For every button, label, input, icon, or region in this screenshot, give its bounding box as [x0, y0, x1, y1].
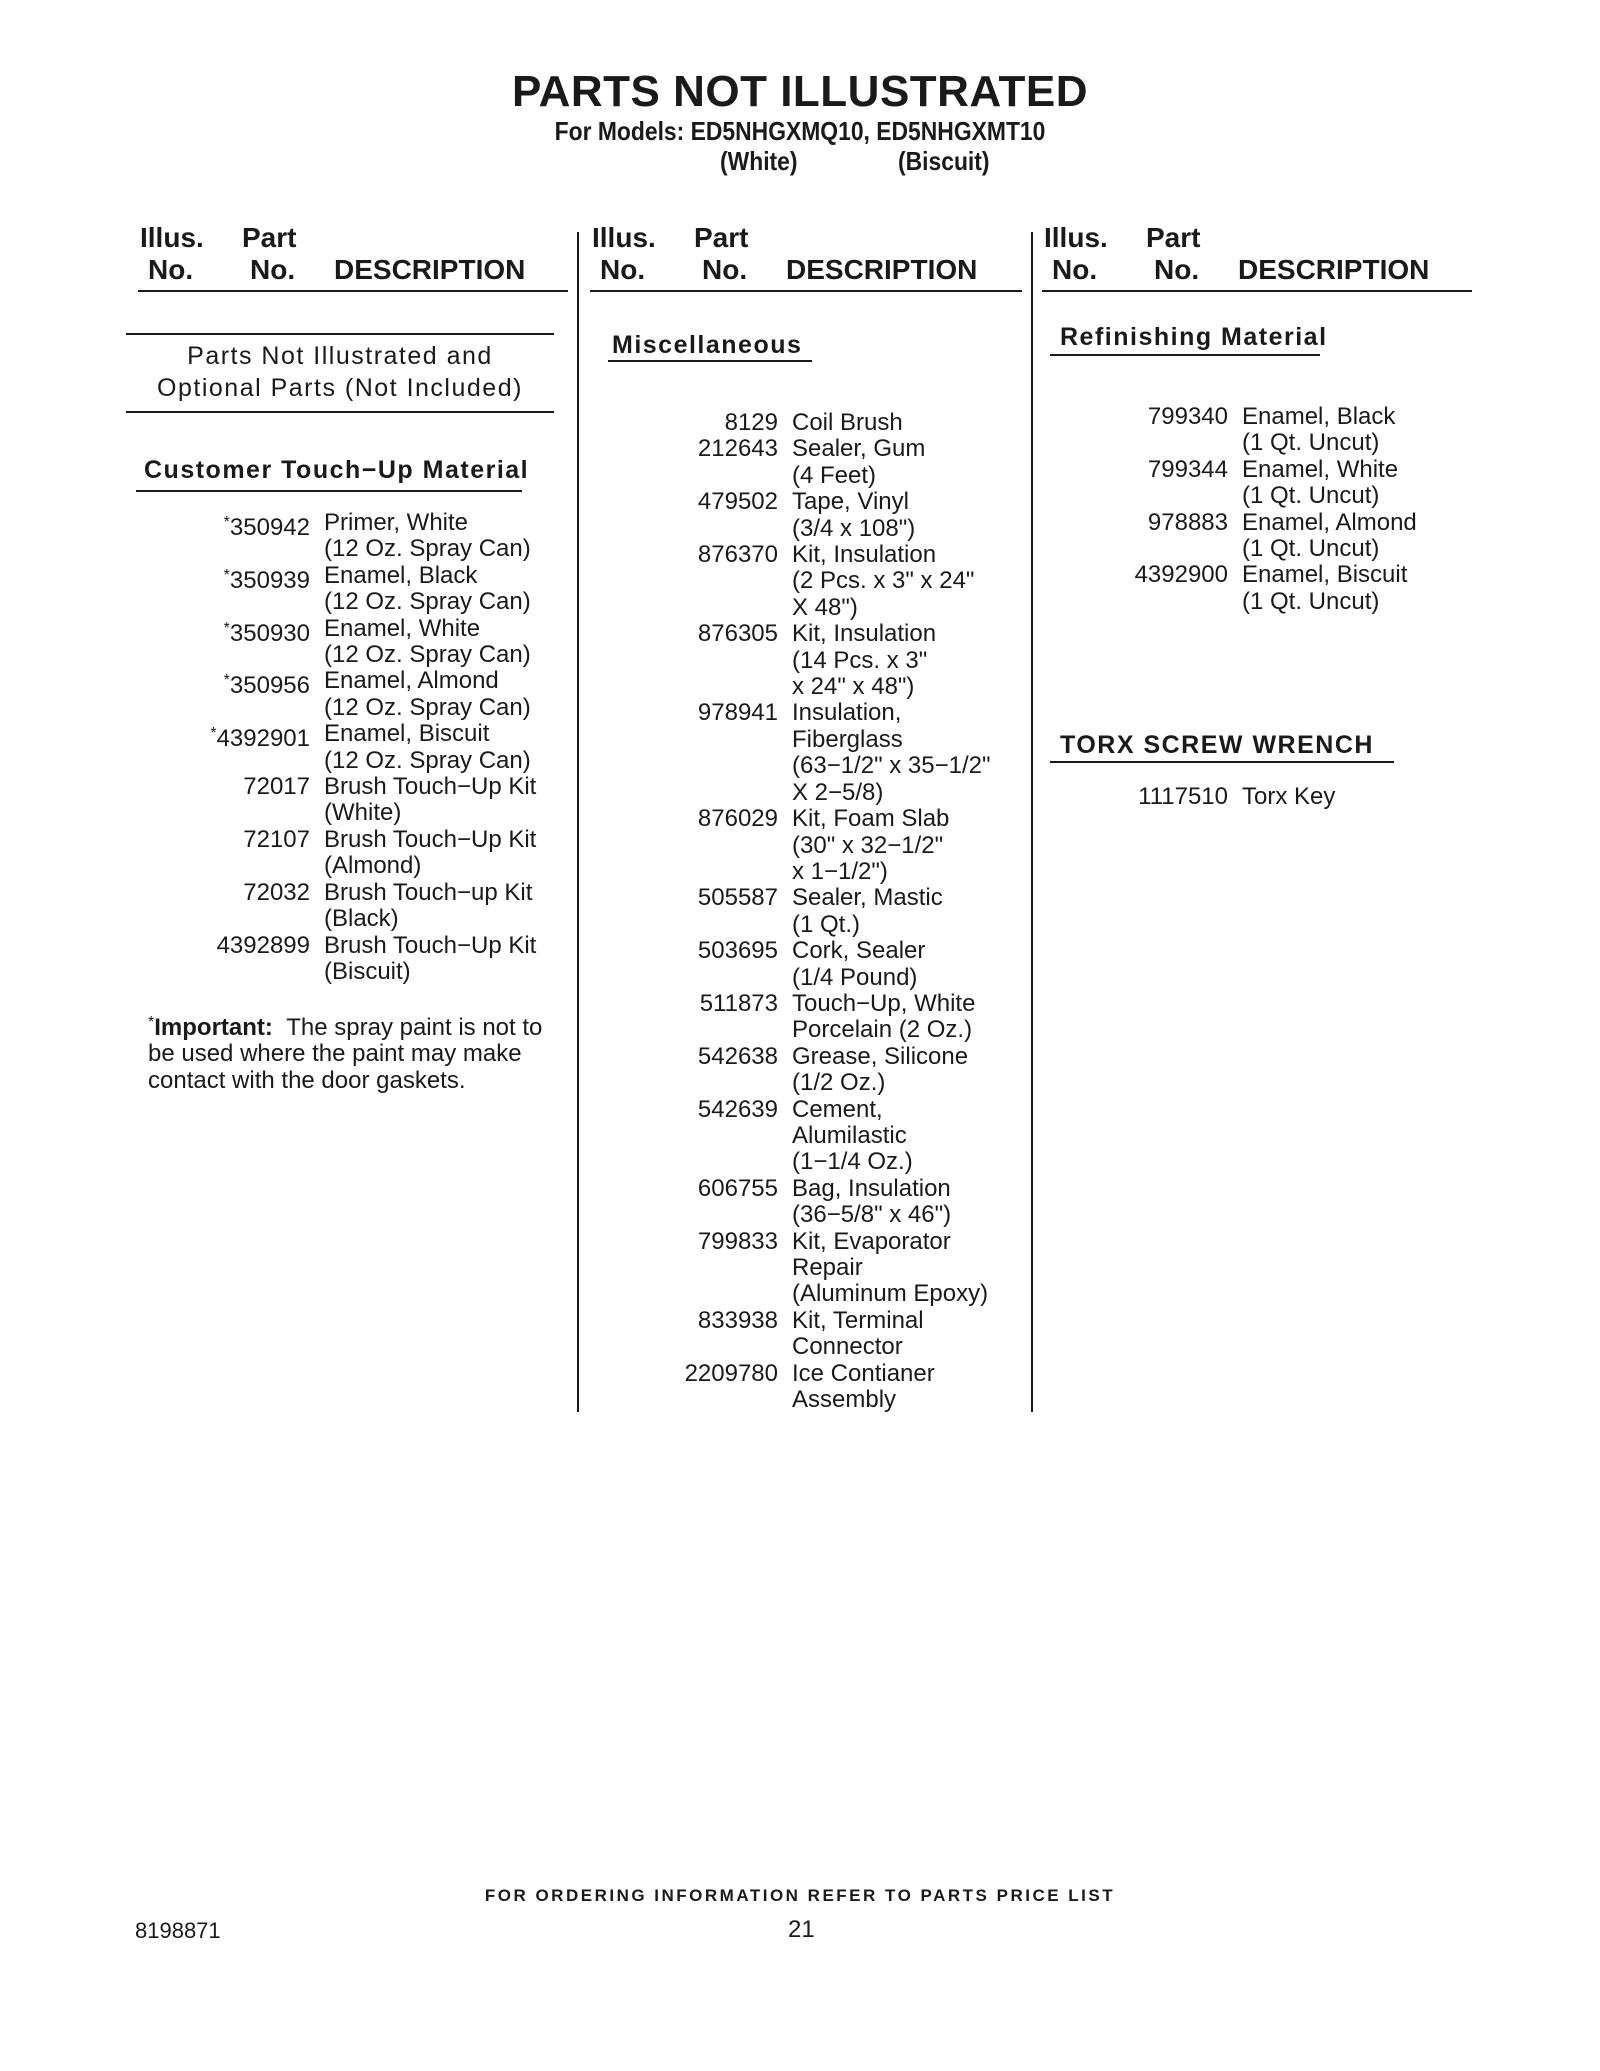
- part-description: Enamel, Biscuit (1 Qt. Uncut): [1242, 561, 1408, 615]
- part-description: Insulation, Fiberglass (63−1/2" x 35−1/2" X 2−5/8): [792, 699, 991, 806]
- list-item: [1052, 457, 1482, 510]
- column-divider: [1031, 232, 1033, 1412]
- part-description: Kit, Terminal Connector: [792, 1306, 924, 1361]
- part-number: 72017: [243, 773, 310, 801]
- header-part-no: No.: [702, 254, 748, 285]
- part-description: Brush Touch−Up Kit (Almond): [324, 825, 537, 880]
- header-part-no: No.: [1154, 254, 1200, 285]
- box-rule-bottom: [126, 411, 554, 413]
- header-illus: Illus.: [140, 222, 204, 253]
- list-item: [600, 806, 1030, 885]
- header-illus: Illus.: [1044, 222, 1108, 253]
- part-description: Torx Key: [1242, 783, 1336, 810]
- important-text: The spray paint is not to be used where the paint may make contact with the door gaskets.: [148, 1014, 543, 1094]
- section-underline: [608, 360, 812, 362]
- section-underline: [136, 490, 522, 492]
- part-number: 542638: [697, 1042, 778, 1070]
- header-part: Part: [1146, 222, 1201, 253]
- parts-list-miscellaneous: [600, 410, 1030, 1413]
- part-description: Cork, Sealer (1/4 Pound): [792, 937, 926, 991]
- part-description: Enamel, White (12 Oz. Spray Can): [324, 614, 531, 669]
- list-item: [600, 436, 1030, 489]
- list-item: [600, 410, 1030, 436]
- model-variants: [0, 146, 1600, 178]
- part-description: Coil Brush: [792, 409, 903, 436]
- variant-biscuit: (Biscuit): [898, 146, 990, 176]
- part-number: 876029: [697, 805, 778, 833]
- header-part: Part: [242, 222, 297, 253]
- part-description: Enamel, Almond (1 Qt. Uncut): [1242, 508, 1417, 563]
- list-item: [600, 1044, 1030, 1097]
- header-rule: [138, 290, 568, 292]
- part-description: Enamel, Almond (12 Oz. Spray Can): [324, 667, 531, 721]
- part-number: 4392900: [1134, 561, 1228, 589]
- part-number: *350930: [223, 619, 310, 647]
- part-number: 978941: [697, 699, 778, 727]
- part-description: Sealer, Mastic (1 Qt.): [792, 884, 943, 938]
- section-underline: [1050, 354, 1320, 356]
- header-part-no: No.: [250, 254, 296, 285]
- list-item: [136, 563, 556, 616]
- list-item: [136, 510, 556, 563]
- part-number: 72107: [243, 825, 310, 853]
- list-item: [600, 489, 1030, 542]
- list-item: [600, 700, 1030, 806]
- important-note: *Important: The spray paint is not to be used where the paint may make contact with the door gaskets.: [148, 1014, 543, 1094]
- list-item: [136, 827, 556, 880]
- part-number: *4392901: [210, 725, 310, 753]
- header-description: DESCRIPTION: [1238, 254, 1430, 285]
- part-description: Brush Touch−Up Kit (Biscuit): [324, 931, 537, 985]
- part-description: Cement, Alumilastic (1−1/4 Oz.): [792, 1095, 913, 1176]
- list-item: [136, 616, 556, 669]
- part-description: Kit, Insulation (2 Pcs. x 3" x 24" X 48"): [792, 541, 975, 621]
- part-number: 511873: [699, 989, 778, 1017]
- list-item: [1052, 404, 1482, 457]
- important-label: Important:: [154, 1014, 273, 1041]
- section-underline: [1050, 761, 1394, 763]
- page-number: 21: [788, 1916, 815, 1943]
- section-title-customer-touch-up: Customer Touch−Up Material: [144, 456, 530, 484]
- list-item: [136, 721, 556, 774]
- part-number: 799340: [1147, 403, 1228, 430]
- parts-list-torx: [1052, 784, 1482, 810]
- part-number: *350956: [223, 672, 310, 700]
- part-description: Sealer, Gum (4 Feet): [792, 435, 926, 489]
- header-illus: Illus.: [592, 222, 656, 253]
- part-number: 542639: [697, 1095, 778, 1123]
- header-part: Part: [694, 222, 749, 253]
- part-number: *350939: [223, 566, 310, 594]
- header-illus-no: No.: [1052, 254, 1098, 285]
- list-item: [600, 542, 1030, 621]
- variant-white: (White): [720, 146, 798, 176]
- part-number: 505587: [697, 884, 778, 912]
- section-title-torx: TORX SCREW WRENCH: [1060, 731, 1374, 759]
- part-description: Enamel, White (1 Qt. Uncut): [1242, 455, 1399, 510]
- part-number: *350942: [223, 514, 310, 541]
- section-title-refinishing: Refinishing Material: [1060, 323, 1328, 351]
- asterisk-mark: *: [223, 672, 230, 690]
- header-illus-no: No.: [600, 254, 646, 285]
- models-subtitle: For Models: ED5NHGXMQ10, ED5NHGXMT10: [554, 116, 1046, 146]
- list-item: [600, 1361, 1030, 1414]
- parts-list-refinishing: [1052, 404, 1482, 615]
- part-description: Enamel, Biscuit (12 Oz. Spray Can): [324, 720, 531, 774]
- part-description: Bag, Insulation (36−5/8" x 46"): [792, 1174, 952, 1229]
- part-description: Enamel, Black (12 Oz. Spray Can): [324, 561, 531, 616]
- list-item: [600, 1308, 1030, 1361]
- part-description: Kit, Insulation (14 Pcs. x 3" x 24" x 48"): [792, 620, 937, 701]
- part-description: Ice Contianer Assembly: [792, 1359, 935, 1414]
- list-item: [136, 933, 556, 986]
- list-item: [136, 668, 556, 721]
- part-number: 799344: [1147, 455, 1228, 483]
- part-number: 2209780: [684, 1359, 778, 1387]
- list-item: [1052, 510, 1482, 563]
- header-description: DESCRIPTION: [334, 254, 526, 285]
- part-number: 1117510: [1138, 783, 1228, 810]
- part-number: 799833: [697, 1227, 778, 1255]
- part-number: 8129: [724, 409, 778, 436]
- part-number: 503695: [697, 937, 778, 965]
- column-divider: [577, 232, 579, 1412]
- ordering-note: FOR ORDERING INFORMATION REFER TO PARTS PRICE LIST: [484, 1886, 1116, 1905]
- part-number: 4392899: [216, 931, 310, 959]
- section-title-miscellaneous: Miscellaneous: [612, 331, 803, 359]
- asterisk-mark: *: [210, 725, 217, 743]
- list-item: [600, 621, 1030, 700]
- part-number: 72032: [243, 878, 310, 906]
- asterisk-mark: *: [223, 619, 230, 637]
- part-number: 876370: [697, 541, 778, 569]
- asterisk-mark: *: [223, 514, 230, 531]
- part-description: Touch−Up, White Porcelain (2 Oz.): [792, 989, 976, 1044]
- part-description: Tape, Vinyl (3/4 x 108"): [792, 488, 916, 542]
- part-description: Kit, Foam Slab (30" x 32−1/2" x 1−1/2"): [792, 805, 950, 885]
- header-rule: [590, 290, 1022, 292]
- parts-list-customer-touch-up: [136, 510, 556, 985]
- list-item: [136, 774, 556, 827]
- part-description: Brush Touch−Up Kit (White): [324, 773, 537, 827]
- part-description: Primer, White (12 Oz. Spray Can): [324, 509, 531, 563]
- list-item: [136, 880, 556, 933]
- part-number: 876305: [697, 620, 778, 648]
- part-number: 212643: [697, 435, 778, 463]
- header-rule: [1042, 290, 1472, 292]
- list-item: [600, 938, 1030, 991]
- page-title: PARTS NOT ILLUSTRATED: [512, 67, 1088, 116]
- list-item: [1052, 784, 1482, 810]
- list-item: [600, 1176, 1030, 1229]
- document-number: 8198871: [135, 1918, 221, 1943]
- parts-not-illustrated-note: Parts Not Illustrated and Optional Parts (Not Included): [157, 342, 523, 402]
- part-description: Brush Touch−up Kit (Black): [324, 878, 533, 933]
- list-item: [1052, 562, 1482, 615]
- header-illus-no: No.: [148, 254, 194, 285]
- part-description: Grease, Silicone (1/2 Oz.): [792, 1042, 969, 1097]
- part-number: 606755: [697, 1174, 778, 1202]
- list-item: [600, 1229, 1030, 1308]
- list-item: [600, 885, 1030, 938]
- part-description: Kit, Evaporator Repair (Aluminum Epoxy): [792, 1227, 989, 1308]
- part-description: Enamel, Black (1 Qt. Uncut): [1242, 403, 1396, 457]
- header-description: DESCRIPTION: [786, 254, 978, 285]
- part-number: 978883: [1147, 508, 1228, 536]
- part-number: 833938: [697, 1306, 778, 1334]
- box-rule-top: [126, 333, 554, 335]
- asterisk-mark: *: [223, 566, 230, 584]
- list-item: [600, 991, 1030, 1044]
- list-item: [600, 1097, 1030, 1176]
- part-number: 479502: [697, 488, 778, 516]
